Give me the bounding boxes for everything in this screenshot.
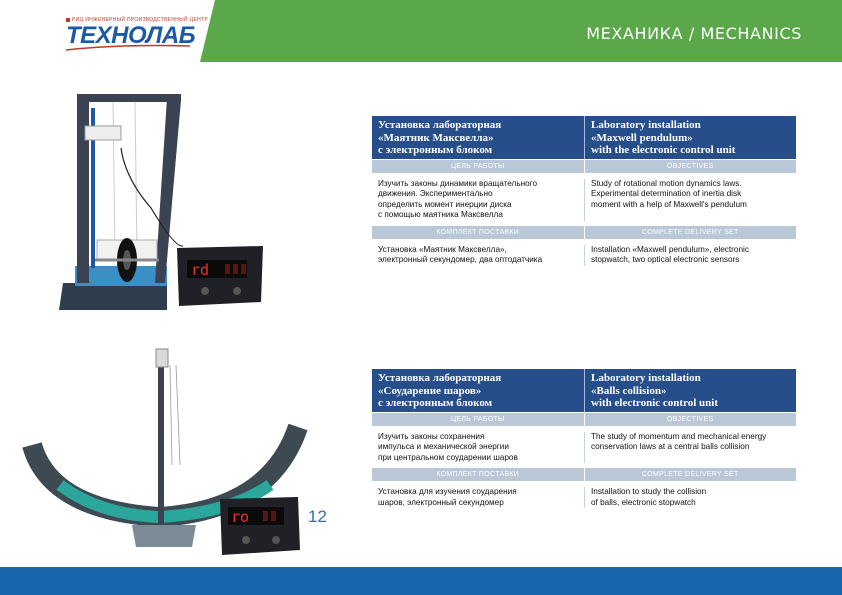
- objectives-row: [372, 426, 796, 468]
- delivery-label-row: [372, 226, 796, 239]
- text-line: Study of rotational motion dynamics laws.: [591, 178, 742, 188]
- delivery-label-ru: КОМПЛЕКТ ПОСТАВКИ: [436, 471, 520, 478]
- spec-table-maxwell: [372, 116, 796, 270]
- delivery-label-ru: КОМПЛЕКТ ПОСТАВКИ: [436, 228, 520, 236]
- delivery-ru: [372, 487, 584, 508]
- delivery-label-en: COMPLETE DELIVERY SET: [584, 226, 797, 239]
- spec-header: [372, 116, 796, 159]
- title-ru: [372, 369, 584, 412]
- section-title: МЕХАНИКА / MECHANICS: [586, 24, 802, 43]
- text-line: Installation to study the collision: [591, 487, 707, 496]
- text-line: движения. Экспериментально: [378, 189, 493, 198]
- page-number: 12: [308, 507, 327, 526]
- title-ru-line: Установка лабораторная: [378, 119, 502, 131]
- text-line: с помощью маятника Максвелла: [378, 210, 503, 219]
- text-line: Experimental determination of inertia disk: [591, 189, 742, 198]
- objectives-label-en: OBJECTIVES: [584, 160, 797, 173]
- text-line: of balls, electronic stopwatch: [591, 497, 696, 507]
- title-en-line: «Maxwell pendulum»: [591, 131, 693, 144]
- delivery-en: [584, 245, 796, 266]
- text-line: Installation «Maxwell pendulum», electronic: [591, 244, 749, 254]
- maxwell-display-text: rd: [191, 261, 210, 279]
- objectives-label-row: [372, 160, 796, 173]
- title-en-line: with electronic control unit: [591, 397, 718, 409]
- delivery-label-en: COMPLETE DELIVERY SET: [584, 468, 797, 481]
- text-line: The study of momentum and mechanical energy: [591, 431, 767, 441]
- title-en: [584, 116, 796, 159]
- objectives-label-ru: ЦЕЛЬ РАБОТЫ: [450, 415, 505, 423]
- title-ru-line: с электронным блоком: [378, 144, 493, 156]
- title-ru-line: с электронным блоком: [378, 397, 493, 409]
- objectives-ru: [372, 432, 584, 464]
- delivery-row: [372, 239, 796, 270]
- text-line: stopwatch, two optical electronic sensors: [591, 255, 740, 264]
- title-en: [584, 369, 796, 412]
- logo-name: ТЕХНОЛАБ: [66, 22, 196, 49]
- balls-collision-photo: [20, 345, 320, 560]
- text-line: определить момент инерции диска: [378, 199, 512, 209]
- delivery-ru: [372, 245, 584, 266]
- delivery-label-row: [372, 468, 796, 481]
- title-ru-line: Установка лабораторная: [378, 372, 502, 384]
- text-line: Изучить законы сохранения: [378, 431, 485, 441]
- objectives-label-row: [372, 413, 796, 426]
- title-ru-line: «Маятник Максвелла»: [378, 131, 494, 144]
- title-en-line: Laboratory installation: [591, 372, 701, 384]
- footer-bar: [0, 567, 842, 595]
- text-line: Установка «Маятник Максвелла»,: [378, 244, 507, 254]
- title-en-line: with the electronic control unit: [591, 144, 736, 156]
- delivery-row: [372, 481, 796, 512]
- title-en-line: «Balls collision»: [591, 384, 667, 397]
- title-en-line: Laboratory installation: [591, 119, 701, 131]
- objectives-ru: [372, 179, 584, 221]
- objectives-label-ru: ЦЕЛЬ РАБОТЫ: [450, 162, 505, 170]
- text-line: при центральном соударении шаров: [378, 452, 518, 462]
- spec-table-collision: [372, 369, 796, 512]
- collision-display-text: ro: [231, 508, 250, 526]
- delivery-en: [584, 487, 796, 508]
- logo-tagline: РИЦ ИНЖЕНЕРНЫЙ ПРОИЗВОДСТВЕННЫЙ ЦЕНТР: [72, 17, 209, 23]
- text-line: шаров, электронный секундомер: [378, 497, 504, 507]
- text-line: электронный секундомер, два оптодатчика: [378, 255, 543, 264]
- objectives-row: [372, 173, 796, 225]
- title-ru-line: «Соударение шаров»: [378, 384, 482, 397]
- objectives-en: [584, 432, 796, 464]
- objectives-en: [584, 179, 796, 221]
- text-line: импульса и механической энергии: [378, 442, 509, 451]
- logo: [0, 0, 215, 62]
- spec-header: [372, 369, 796, 412]
- title-ru: [372, 116, 584, 159]
- text-line: moment with a help of Maxwell's pendulum: [591, 199, 747, 209]
- text-line: conservation laws at a central balls collision: [591, 442, 750, 451]
- text-line: Изучить законы динамики вращательного: [378, 178, 538, 188]
- text-line: Установка для изучения соударения: [378, 487, 517, 496]
- maxwell-pendulum-photo: [55, 88, 275, 323]
- objectives-label-en: OBJECTIVES: [584, 413, 797, 426]
